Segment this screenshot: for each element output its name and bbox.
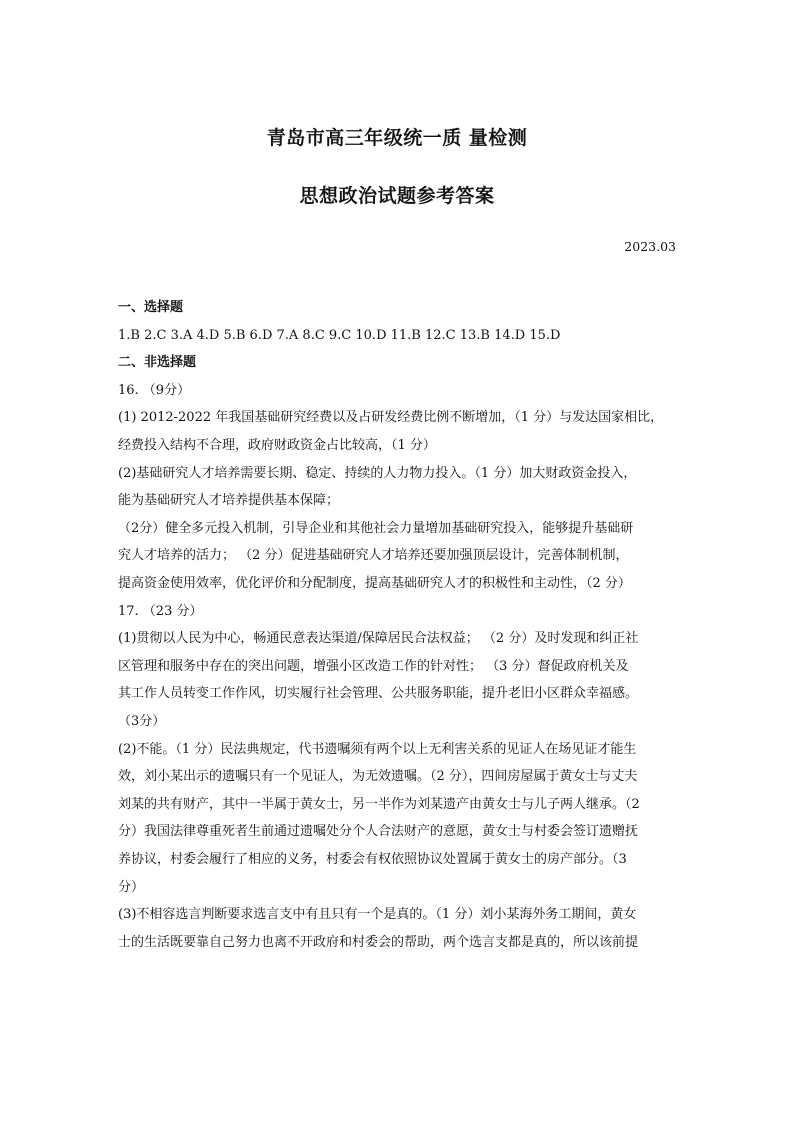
answer-line: (1)贯彻以人民为中心，畅通民意表达渠道/保障居民合法权益； （2 分）及时发现和纠正社 [118, 631, 639, 647]
document-title: 青岛市高三年级统一质 量检测 [266, 127, 528, 149]
answer-line: 提高资金使用效率，优化评价和分配制度，提高基础研究人才的积极性和主动性，（2 分） [118, 576, 631, 591]
answer-line: (2)基础研究人才培养需要长期、稳定、持续的人力物力投入。（1 分）加大财政资金投入， [118, 465, 637, 481]
answer-line: 能为基础研究人才培养提供基本保障； [118, 493, 340, 509]
answer-line: 分）我国法律尊重死者生前通过遗嘱处分个人合法财产的意愿，黄女士与村委会签订遗赠抚 [118, 824, 639, 840]
document-date: 2023.03 [624, 239, 676, 254]
answer-line: 养协议，村委会履行了相应的义务，村委会有权依照协议处置属于黄女士的房产部分。（3 [118, 852, 627, 867]
answer-line: 经费投入结构不合理，政府财政资金占比较高，（1 分） [118, 438, 436, 453]
answer-line: (2)不能。（1 分）民法典规定，代书遗嘱须有两个以上无利害关系的见证人在场见证才能生 [118, 741, 637, 757]
answer-line: 究人才培养的活力； （2 分）促进基础研究人才培养还要加强顶层设计，完善体制机制， [118, 548, 629, 564]
answer-line: 效，刘小某出示的遗嘱只有一个见证人，为无效遗嘱。（2 分），四间房屋属于黄女士与丈夫 [118, 769, 638, 785]
answer-line: 1.B 2.C 3.A 4.D 5.B 6.D 7.A 8.C 9.C 10.D 11.B 12.C 13.B 14.D 15.D [118, 327, 561, 343]
answer-line: (3)不相容选言判断要求选言支中有且只有一个是真的。（1 分）刘小某海外务工期间，黄女 [118, 907, 637, 923]
answer-line: 刘某的共有财产，其中一半属于黄女士，另一半作为刘某遗产由黄女士与儿子两人继承。（2 [118, 796, 640, 812]
section-heading: 二、非选择题 [118, 355, 197, 371]
answer-line: 分） [118, 879, 145, 895]
answer-line: （3分） [118, 714, 166, 729]
section-heading: 一、选择题 [118, 300, 184, 315]
answer-line: （2分）健全多元投入机制，引导企业和其他社会力量增加基础研究投入，能够提升基础研 [118, 520, 634, 536]
answer-line: (1) 2012-2022 年我国基础研究经费以及占研发经费比例不断增加，（1 分）与发达国家相比， [118, 410, 664, 426]
answer-line: 17. （23 分） [118, 603, 203, 619]
answer-line: 16. （9分） [118, 382, 191, 398]
answer-line: 区管理和服务中存在的突出问题，增强小区改造工作的针对性； （3 分）督促政府机关及 [118, 658, 629, 674]
document-subtitle: 思想政治试题参考答案 [299, 185, 495, 207]
answer-line: 士的生活既要靠自己努力也离不开政府和村委会的帮助，两个选言支都是真的，所以该前提 [118, 934, 639, 950]
answer-line: 其工作人员转变工作作风，切实履行社会管理、公共服务职能，提升老旧小区群众幸福感。 [118, 686, 639, 702]
